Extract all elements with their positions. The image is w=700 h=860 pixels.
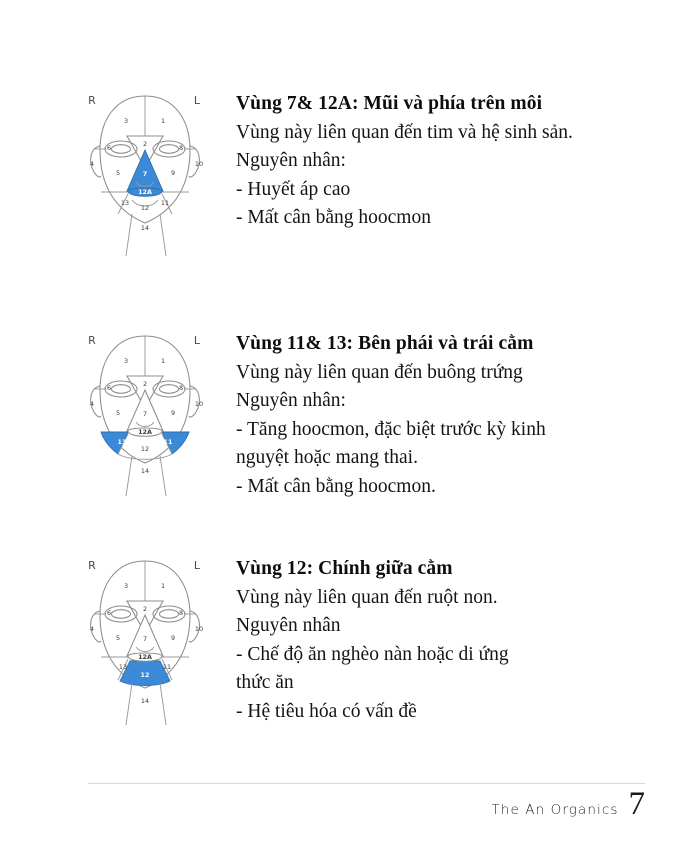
zone-number-8: 8 [178, 609, 184, 617]
section-heading: Vùng 12: Chính giữa cằm [236, 558, 453, 579]
label-left-side: L [193, 559, 201, 572]
label-right-side: R [88, 334, 96, 347]
zone-number-1: 1 [160, 582, 166, 590]
zone-number-13: 13 [118, 663, 128, 671]
content-section-zone-12 [0, 553, 700, 738]
section-line: thức ăn [236, 672, 294, 693]
zone-number-7: 7 [142, 410, 148, 418]
zone-number-3: 3 [123, 582, 129, 590]
zone-number-4: 4 [89, 400, 95, 408]
zone-number-13: 13 [120, 199, 130, 207]
section-line: Vùng này liên quan đến buông trứng [236, 361, 523, 383]
zone-number-5: 5 [115, 169, 121, 177]
zone-number-2: 2 [142, 380, 148, 388]
zone-number-14: 14 [140, 467, 150, 475]
label-left-side: L [193, 334, 201, 347]
footer-brand-name: The An Organics [491, 802, 619, 818]
zone-number-5: 5 [115, 409, 121, 417]
label-right-side: R [88, 94, 96, 107]
section-line: - Hệ tiêu hóa có vấn đề [236, 700, 417, 722]
face-map-zone-11-13 [70, 328, 230, 503]
content-section-zone-11-13 [0, 328, 700, 503]
section-line: - Mất cân bằng hoocmon. [236, 475, 436, 497]
zone-number-11: 11 [160, 199, 170, 207]
section-line: - Chế độ ăn nghèo nàn hoặc di ứng [236, 643, 509, 665]
zone-number-7: 7 [142, 635, 148, 643]
section-line: Vùng này liên quan đến ruột non. [236, 586, 498, 608]
content-section-zone-7-12a [0, 88, 700, 263]
footer-divider [88, 783, 645, 784]
zone-number-2: 2 [142, 605, 148, 613]
zone-number-12: 12 [140, 671, 150, 679]
face-map-zone-7-12a [70, 88, 230, 263]
zone-number-7: 7 [142, 170, 148, 178]
zone-number-12a: 12A [138, 188, 152, 196]
zone-number-6: 6 [106, 144, 112, 152]
section-line: Nguyên nhân: [236, 150, 346, 171]
section-heading: Vùng 7& 12A: Mũi và phía trên môi [236, 93, 543, 114]
zone-number-11: 11 [162, 663, 172, 671]
zone-number-9: 9 [170, 409, 176, 417]
section-line: - Tăng hoocmon, đặc biệt trước kỳ kinh [236, 418, 546, 440]
zone-number-9: 9 [170, 634, 176, 642]
section-line: Nguyên nhân: [236, 390, 346, 411]
page-number: 7 [628, 786, 645, 822]
section-text-zone-11-13 [236, 328, 700, 501]
zone-number-14: 14 [140, 697, 150, 705]
zone-number-1: 1 [160, 117, 166, 125]
zone-number-13: 13 [117, 438, 127, 446]
zone-number-10: 10 [194, 160, 204, 168]
page-footer [491, 788, 645, 821]
zone-number-6: 6 [106, 609, 112, 617]
zone-number-2: 2 [142, 140, 148, 148]
zone-number-8: 8 [178, 384, 184, 392]
section-line: - Huyết áp cao [236, 178, 351, 200]
label-right-side: R [88, 559, 96, 572]
section-line: nguyệt hoặc mang thai. [236, 447, 418, 468]
section-line: Vùng này liên quan đến tim và hệ sinh sản. [236, 121, 573, 143]
zone-number-3: 3 [123, 357, 129, 365]
zone-number-6: 6 [106, 384, 112, 392]
zone-number-10: 10 [194, 400, 204, 408]
section-line: - Mất cân bằng hoocmon [236, 207, 431, 228]
zone-number-5: 5 [115, 634, 121, 642]
zone-number-10: 10 [194, 625, 204, 633]
section-heading: Vùng 11& 13: Bên phái và trái cằm [236, 333, 534, 354]
zone-number-12a: 12A [138, 653, 152, 661]
section-text-zone-12 [236, 553, 700, 726]
zone-number-12: 12 [140, 445, 150, 453]
section-text-zone-7-12a [236, 88, 700, 233]
zone-number-12a: 12A [138, 428, 152, 436]
zone-number-11: 11 [163, 438, 173, 446]
zone-number-1: 1 [160, 357, 166, 365]
label-left-side: L [193, 94, 201, 107]
zone-number-9: 9 [170, 169, 176, 177]
section-line: Nguyên nhân [236, 615, 341, 636]
zone-number-14: 14 [140, 224, 150, 232]
zone-number-4: 4 [89, 625, 95, 633]
face-map-zone-12 [70, 553, 230, 738]
zone-number-3: 3 [123, 117, 129, 125]
zone-number-4: 4 [89, 160, 95, 168]
zone-number-12: 12 [140, 204, 150, 212]
zone-number-8: 8 [178, 144, 184, 152]
